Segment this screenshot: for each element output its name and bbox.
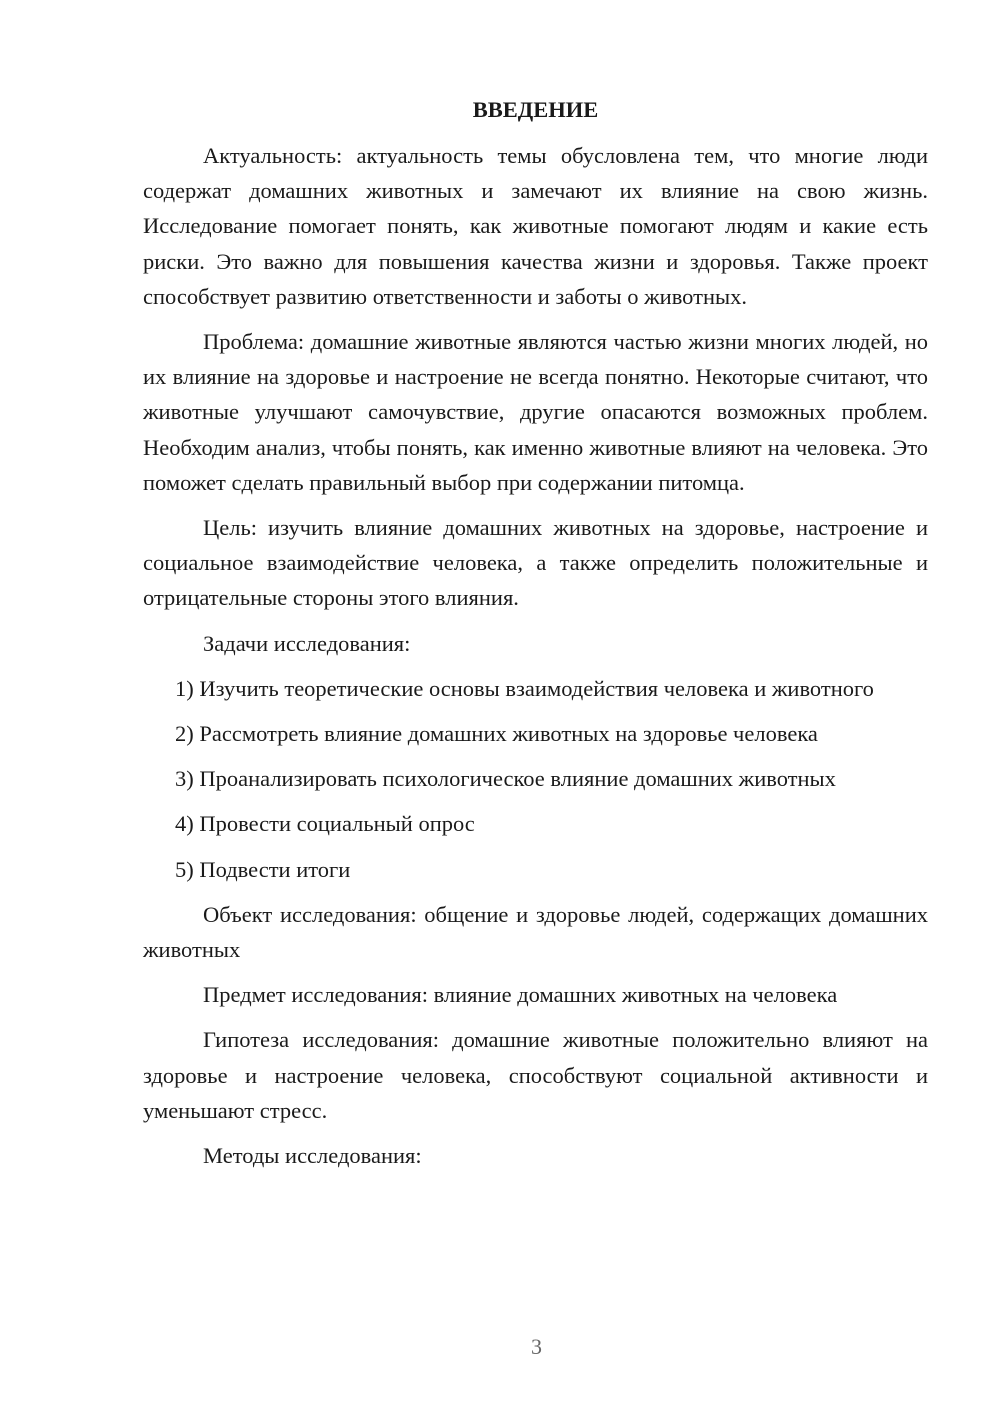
task-item: 5) Подвести итоги (175, 856, 351, 882)
document-page (143, 92, 928, 1183)
task-item: 1) Изучить теоретические основы взаимодействия человека и животного (175, 675, 874, 701)
problem-paragraph: Проблема: домашние животные являются частью жизни многих людей, но их влияние на здоровье и настроение не всегда понятно. Некоторые считают, что животные улучшают самочувствие, другие опасаются возможных проблем. Необходим анализ, чтобы понять, как именно животные влияют на человека. Это поможет сделать правильный выбор при содержании питомца. (143, 329, 928, 495)
methods-heading: Методы исследования: (203, 1143, 422, 1169)
tasks-list (143, 671, 928, 887)
task-item: 3) Проанализировать психологическое влияние домашних животных (175, 766, 836, 792)
tasks-heading: Задачи исследования: (203, 630, 411, 656)
page-number: 3 (531, 1334, 542, 1359)
relevance-paragraph: Актуальность: актуальность темы обусловлена тем, что многие люди содержат домашних животных и замечают их влияние на свою жизнь. Исследование помогает понять, как животные помогают людям и какие есть риски. Это важно для повышения качества жизни и здоровья. Также проект способствует развитию ответственности и заботы о животных. (143, 143, 928, 309)
object-paragraph: Объект исследования: общение и здоровье людей, содержащих домашних животных (143, 901, 928, 963)
section-title: ВВЕДЕНИЕ (472, 97, 599, 122)
subject-paragraph: Предмет исследования: влияние домашних животных на человека (203, 982, 838, 1008)
task-item: 2) Рассмотреть влияние домашних животных на здоровье человека (175, 721, 818, 747)
task-item: 4) Провести социальный опрос (175, 811, 475, 837)
hypothesis-paragraph: Гипотеза исследования: домашние животные положительно влияют на здоровье и настроение человека, способствуют социальной активности и уменьшают стресс. (143, 1027, 928, 1123)
goal-paragraph: Цель: изучить влияние домашних животных на здоровье, настроение и социальное взаимодействие человека, а также определить положительные и отрицательные стороны этого влияния. (143, 515, 928, 611)
